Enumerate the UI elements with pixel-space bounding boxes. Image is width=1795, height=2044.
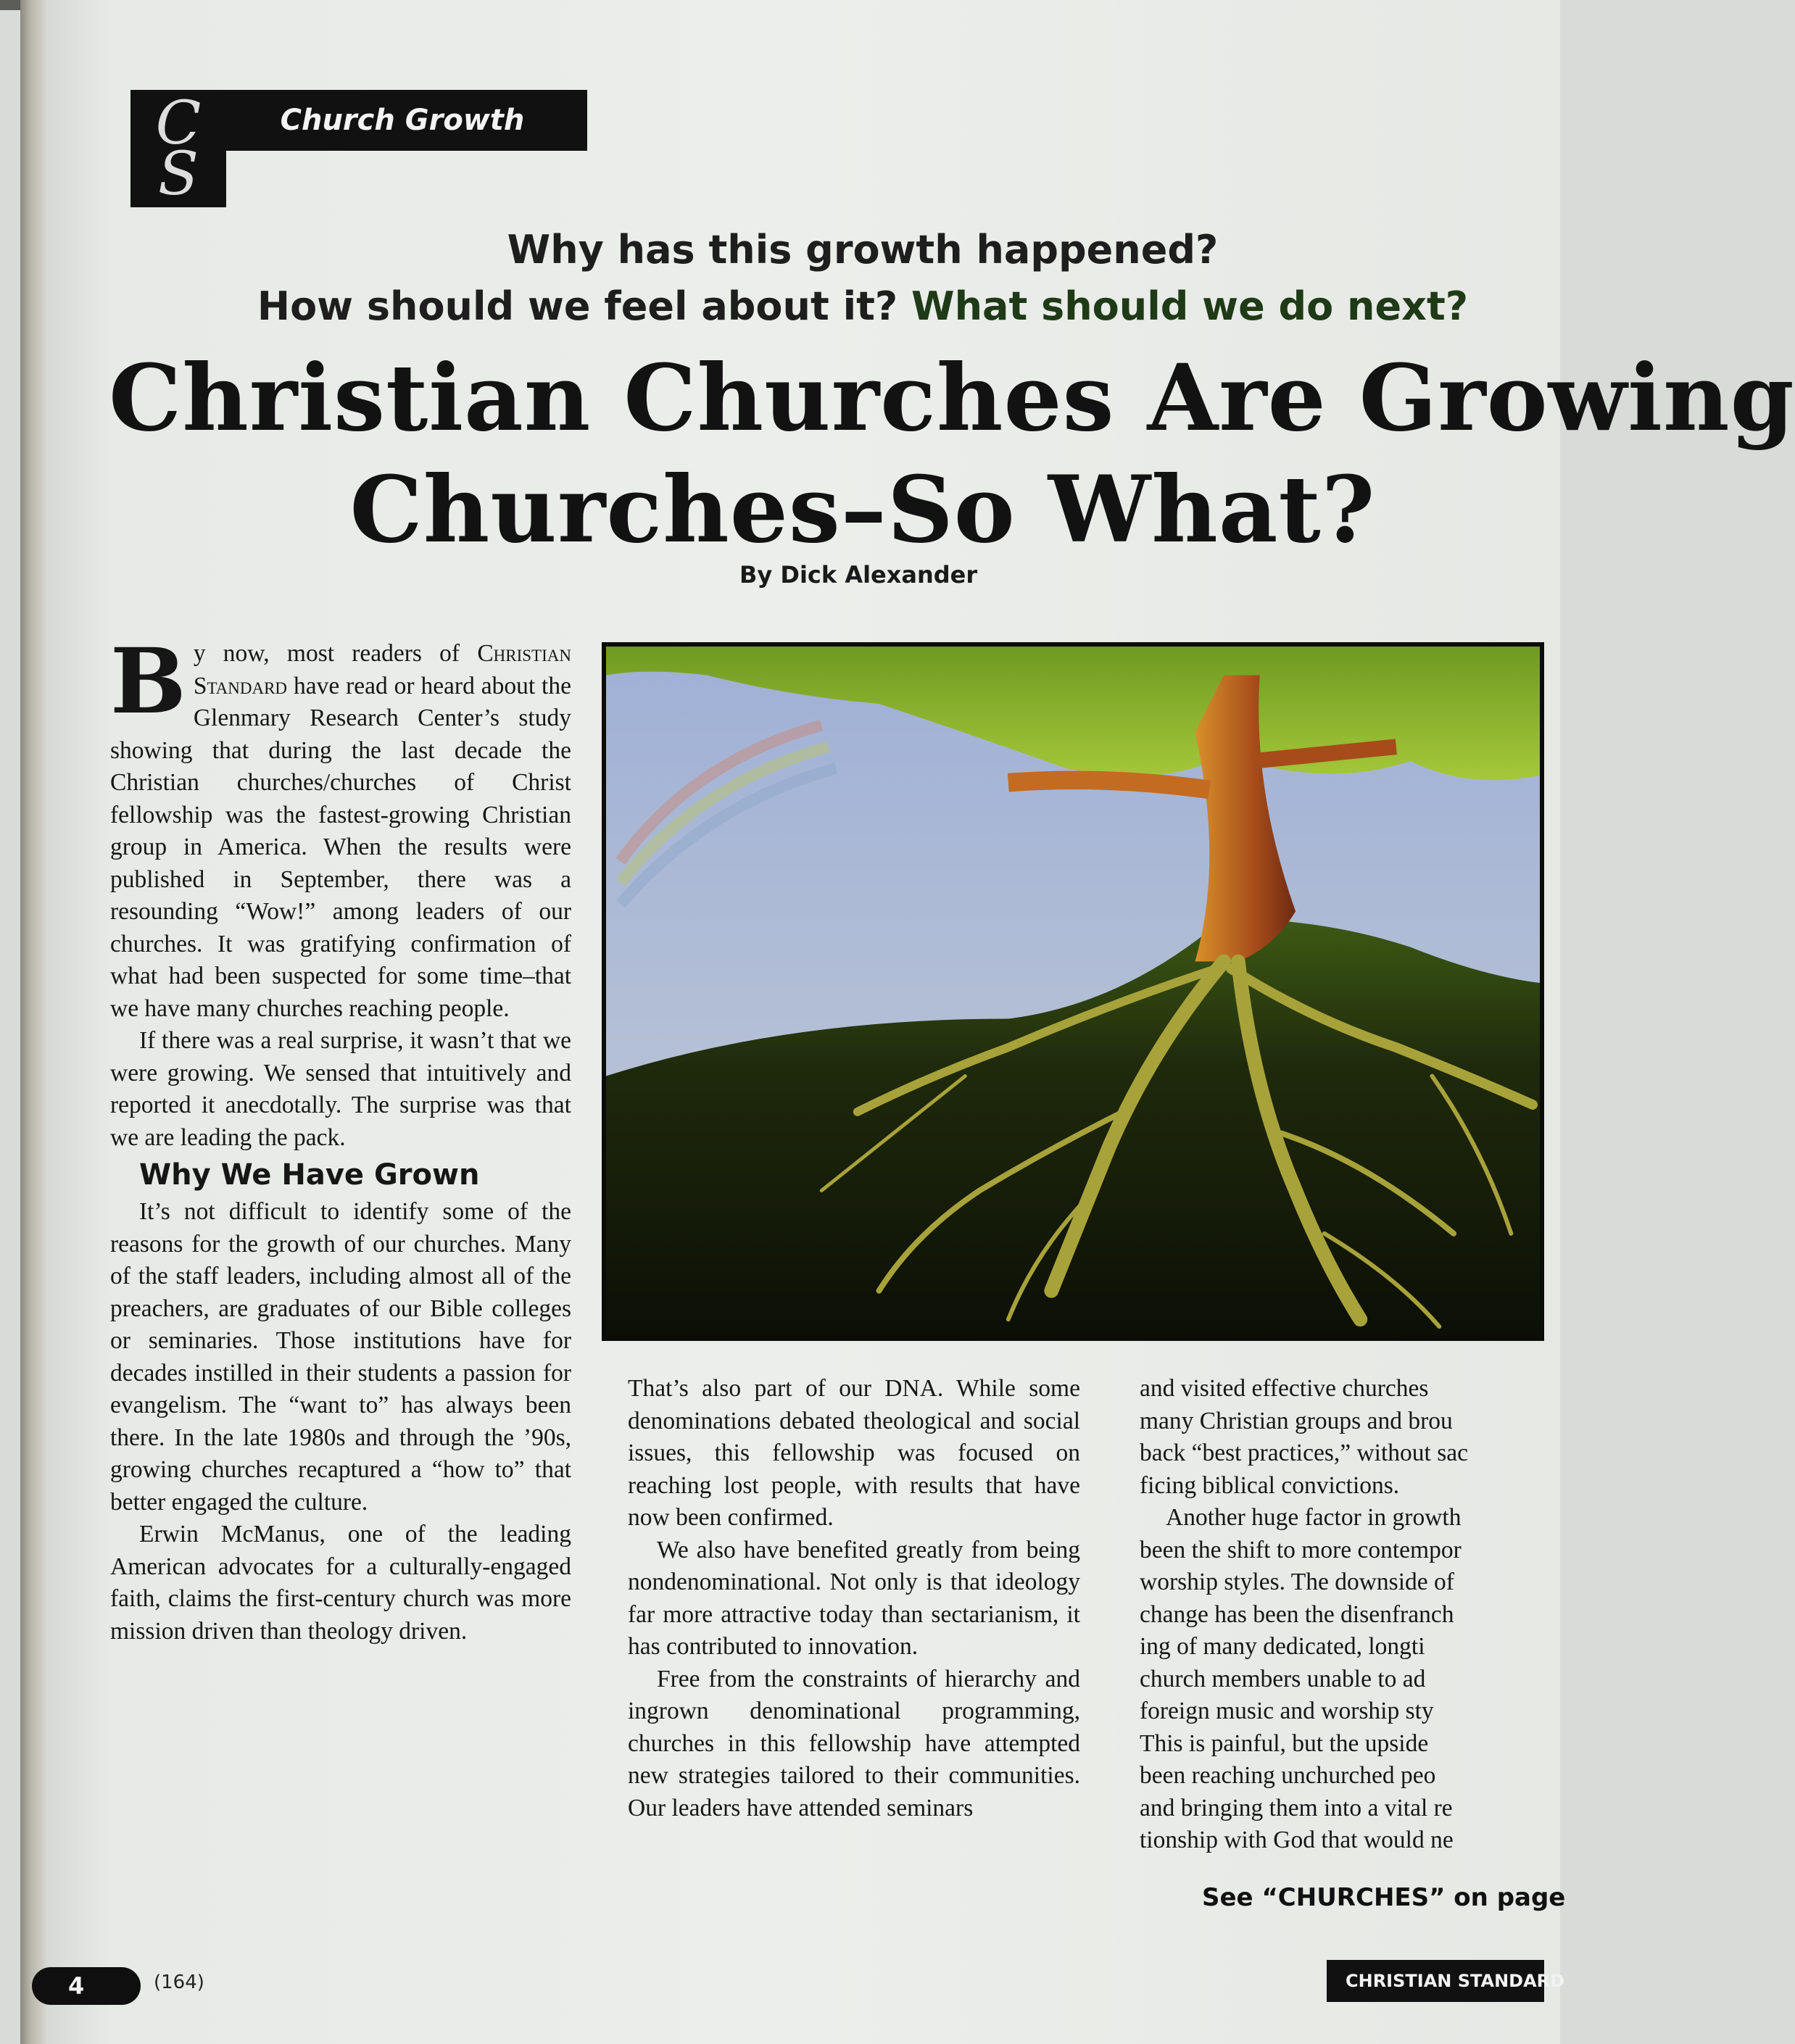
continued-on-page: See “CHURCHES” on page xyxy=(1202,1883,1566,1912)
column-3-line: change has been the disenfranch xyxy=(1140,1600,1454,1628)
column-3-line: ing of many dedicated, longti xyxy=(1140,1633,1425,1660)
column-3-line: Another huge factor in growth xyxy=(1166,1504,1462,1531)
folio-number: (164) xyxy=(154,1972,204,1993)
paragraph-reasons: It’s not difficult to identify some of the reasons for the growth of our churches. Many of the staff leaders, including almost all of the preachers, are graduates of our Bible colleges or seminaries. Those institutions have for decades instilled in their students a passion for evangelism. The “want to” has always been there. In the late 1980s and through the ’90s, growing churches recaptured a “how to” that better engaged the culture. xyxy=(110,1198,571,1516)
column-3 xyxy=(1140,1373,1546,1857)
tree-with-roots-image xyxy=(606,647,1540,1337)
column-3-line: and visited effective churches xyxy=(1140,1375,1429,1402)
column-3-line: been reaching unchurched peo xyxy=(1140,1762,1436,1789)
column-3-line: ficing biblical convictions. xyxy=(1140,1471,1400,1499)
subhead-why-we-have-grown: Why We Have Grown xyxy=(139,1158,480,1192)
byline: By Dick Alexander xyxy=(739,561,978,589)
column-3-line: church members unable to ad xyxy=(1140,1665,1426,1692)
paragraph-intro: By now, most readers of Christian Standard have read or heard about the Glenmary Research Center’s study showing that during the last decade the Christian churches/churches of Christ fellowship was the fastest-growing Christian group in America. When the results were published in September, there was a resounding “Wow!” among leaders of our churches. It was gratifying confirmation of what had been suspected for some time–that we have many churches reaching people. xyxy=(110,629,571,1022)
paragraph-nondenominational: We also have benefited greatly from being nondenominational. Not only is that ideology far more attractive today than sectarianism, it has contributed to innovation. xyxy=(628,1536,1080,1660)
paragraph-mcmanus: Erwin McManus, one of the leading American advocates for a culturally-engaged faith, claims the first-century church was more mission driven than theology driven. xyxy=(110,1521,571,1645)
logo-letter-c: C xyxy=(155,89,202,158)
deck-line-1: Why has this growth happened? xyxy=(507,227,1219,273)
tree-illustration xyxy=(602,642,1544,1341)
magazine-name: Christian Standard xyxy=(193,640,571,699)
deck-line-2 xyxy=(217,278,1508,335)
column-3-line: many Christian groups and brou xyxy=(1140,1407,1453,1434)
page-spine-shadow xyxy=(20,0,46,2044)
column-3-line: This is painful, but the upside xyxy=(1140,1729,1429,1757)
deck-question-feel: How should we feel about it? xyxy=(257,283,898,329)
paragraph-surprise: If there was a real surprise, it wasn’t that we were growing. We sensed that intuitively and reported it anecdotally. The surprise was that we are leading the pack. xyxy=(110,1027,571,1151)
drop-cap: B xyxy=(110,629,186,734)
article-deck xyxy=(217,222,1508,335)
column-3-line: been the shift to more contempor xyxy=(1140,1536,1462,1563)
column-3-line: back “best practices,” without sac xyxy=(1140,1439,1468,1466)
section-label: Church Growth xyxy=(217,90,587,151)
title-line-2: Churches–So What? xyxy=(349,456,1376,563)
column-1 xyxy=(110,629,571,1648)
paragraph-dna: That’s also part of our DNA. While some denominations debated theological and social issues, this fellowship was focused on reaching lost people, with results that have now been confirmed. xyxy=(628,1375,1080,1531)
column-3-line: foreign music and worship sty xyxy=(1140,1698,1434,1724)
deck-question-next: What should we do next? xyxy=(911,283,1469,329)
paragraph-strategies: Free from the constraints of hierarchy and ingrown denominational programming, churches in this fellowship have attempted new strategies tailored to their communities. Our leaders have attended seminars xyxy=(628,1665,1080,1821)
column-3-line: worship styles. The downside of xyxy=(1140,1569,1454,1595)
magazine-footer: CHRISTIAN STANDARD xyxy=(1327,1960,1544,2002)
section-logo xyxy=(130,90,226,207)
title-line-1: Christian Churches Are Growing xyxy=(109,344,1795,452)
column-2 xyxy=(628,1373,1080,1824)
page-number: 4 xyxy=(32,1967,141,2005)
logo-letter-s: S xyxy=(157,140,199,209)
column-3-line: and bringing them into a vital re xyxy=(1140,1794,1453,1821)
article-title xyxy=(109,342,1795,565)
column-3-line: tionship with God that would ne xyxy=(1140,1827,1454,1853)
